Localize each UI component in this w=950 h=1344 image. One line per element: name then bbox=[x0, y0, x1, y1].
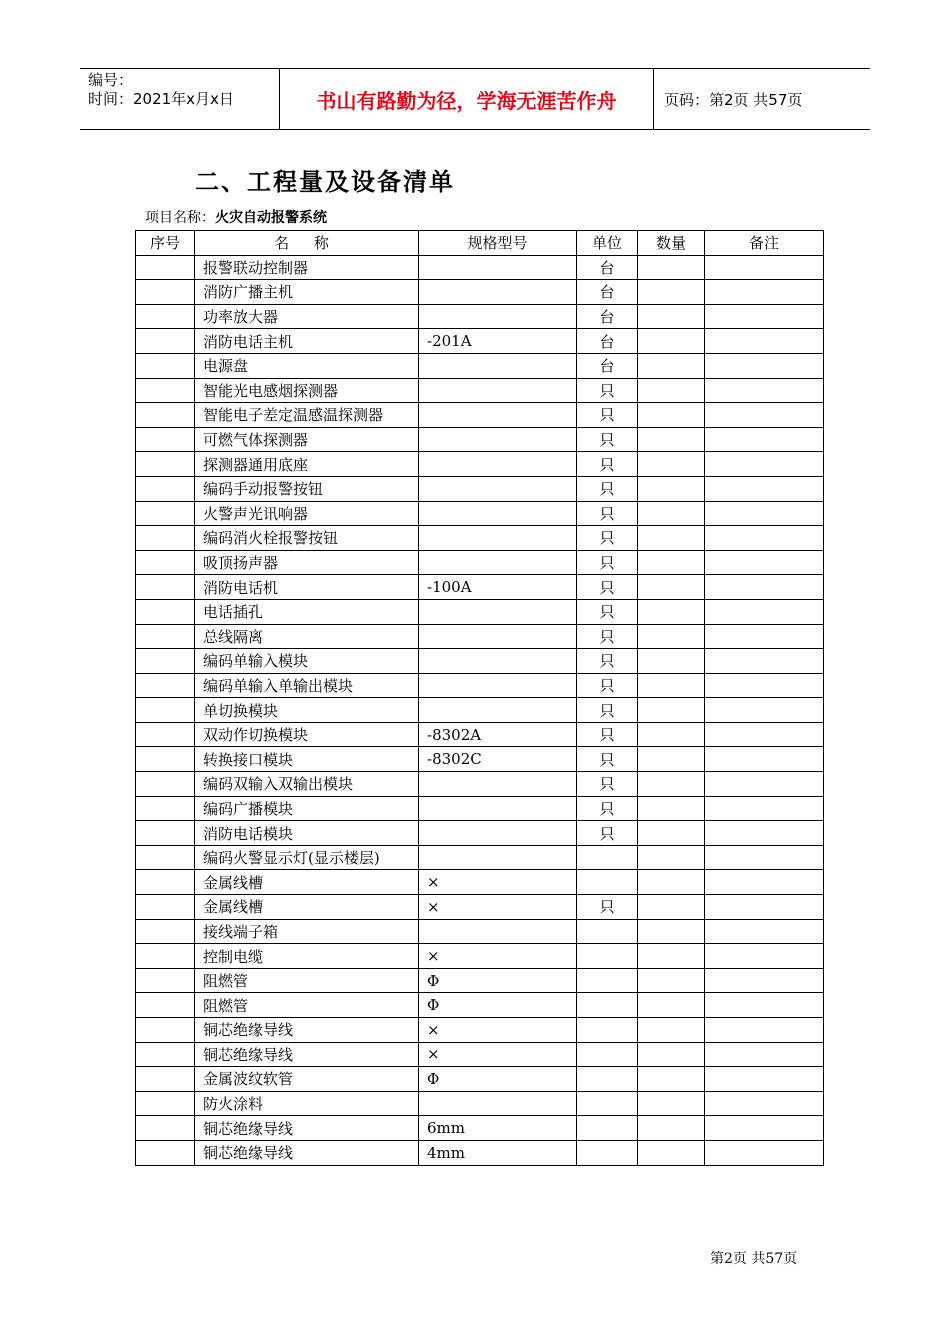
header-page-label: 页码：第2页 共57页 bbox=[664, 90, 803, 109]
cell-spec bbox=[419, 378, 577, 403]
cell-name: 双动作切换模块 bbox=[195, 722, 419, 747]
cell-no bbox=[136, 895, 195, 920]
cell-qty bbox=[638, 895, 705, 920]
col-header-name: 名 称 bbox=[195, 231, 419, 256]
cell-note bbox=[705, 845, 824, 870]
cell-unit bbox=[577, 1091, 638, 1116]
cell-note bbox=[705, 378, 824, 403]
cell-note bbox=[705, 476, 824, 501]
cell-name: 铜芯绝缘导线 bbox=[195, 1116, 419, 1141]
cell-unit: 只 bbox=[577, 624, 638, 649]
cell-unit: 只 bbox=[577, 452, 638, 477]
cell-qty bbox=[638, 747, 705, 772]
cell-qty bbox=[638, 698, 705, 723]
cell-no bbox=[136, 599, 195, 624]
number-label: 编号： bbox=[88, 71, 134, 89]
cell-qty bbox=[638, 378, 705, 403]
cell-qty bbox=[638, 255, 705, 280]
cell-name: 阻燃管 bbox=[195, 993, 419, 1018]
cell-unit: 只 bbox=[577, 526, 638, 551]
table-row bbox=[136, 501, 824, 526]
cell-note bbox=[705, 403, 824, 428]
cell-note bbox=[705, 747, 824, 772]
table-row bbox=[136, 255, 824, 280]
cell-spec: 4mm bbox=[419, 1140, 577, 1165]
table-row bbox=[136, 1116, 824, 1141]
cell-no bbox=[136, 624, 195, 649]
cell-qty bbox=[638, 944, 705, 969]
table-row bbox=[136, 772, 824, 797]
time-label: 时间：2021年x月x日 bbox=[88, 90, 234, 108]
cell-unit: 只 bbox=[577, 378, 638, 403]
cell-spec bbox=[419, 403, 577, 428]
cell-name: 探测器通用底座 bbox=[195, 452, 419, 477]
cell-name: 编码手动报警按钮 bbox=[195, 476, 419, 501]
cell-name: 接线端子箱 bbox=[195, 919, 419, 944]
cell-name: 电源盘 bbox=[195, 353, 419, 378]
cell-qty bbox=[638, 993, 705, 1018]
cell-unit: 只 bbox=[577, 476, 638, 501]
cell-spec: -100A bbox=[419, 575, 577, 600]
cell-qty bbox=[638, 304, 705, 329]
project-value: 火灾自动报警系统 bbox=[215, 210, 327, 226]
cell-no bbox=[136, 403, 195, 428]
cell-no bbox=[136, 649, 195, 674]
cell-spec: Φ bbox=[419, 993, 577, 1018]
cell-qty bbox=[638, 476, 705, 501]
cell-no bbox=[136, 1042, 195, 1067]
cell-spec bbox=[419, 845, 577, 870]
cell-no bbox=[136, 476, 195, 501]
cell-no bbox=[136, 993, 195, 1018]
table-row bbox=[136, 452, 824, 477]
cell-unit: 只 bbox=[577, 599, 638, 624]
cell-qty bbox=[638, 329, 705, 354]
cell-spec bbox=[419, 526, 577, 551]
table-row bbox=[136, 821, 824, 846]
cell-unit: 只 bbox=[577, 649, 638, 674]
page-header bbox=[80, 68, 870, 130]
cell-note bbox=[705, 698, 824, 723]
table-row bbox=[136, 1140, 824, 1165]
cell-unit: 只 bbox=[577, 403, 638, 428]
cell-unit bbox=[577, 919, 638, 944]
cell-unit bbox=[577, 1018, 638, 1043]
cell-spec bbox=[419, 624, 577, 649]
cell-qty bbox=[638, 280, 705, 305]
cell-name: 消防电话机 bbox=[195, 575, 419, 600]
cell-qty bbox=[638, 501, 705, 526]
table-row bbox=[136, 329, 824, 354]
header-motto: 书山有路勤为径，学海无涯苦作舟 bbox=[280, 69, 654, 129]
cell-unit: 只 bbox=[577, 575, 638, 600]
cell-qty bbox=[638, 353, 705, 378]
cell-spec bbox=[419, 427, 577, 452]
cell-no bbox=[136, 944, 195, 969]
cell-unit: 台 bbox=[577, 280, 638, 305]
cell-spec bbox=[419, 698, 577, 723]
cell-spec bbox=[419, 796, 577, 821]
cell-qty bbox=[638, 526, 705, 551]
cell-name: 编码广播模块 bbox=[195, 796, 419, 821]
cell-qty bbox=[638, 1140, 705, 1165]
cell-no bbox=[136, 821, 195, 846]
cell-unit: 只 bbox=[577, 772, 638, 797]
cell-qty bbox=[638, 919, 705, 944]
page-title: 二、工程量及设备清单 bbox=[195, 168, 455, 196]
cell-name: 编码单输入单输出模块 bbox=[195, 673, 419, 698]
cell-name: 总线隔离 bbox=[195, 624, 419, 649]
table-row bbox=[136, 304, 824, 329]
table-row bbox=[136, 427, 824, 452]
table-row bbox=[136, 378, 824, 403]
cell-unit: 只 bbox=[577, 550, 638, 575]
cell-note bbox=[705, 575, 824, 600]
table-row bbox=[136, 895, 824, 920]
table-row bbox=[136, 476, 824, 501]
cell-unit: 只 bbox=[577, 895, 638, 920]
cell-qty bbox=[638, 845, 705, 870]
table-row bbox=[136, 1067, 824, 1092]
cell-no bbox=[136, 870, 195, 895]
cell-unit: 台 bbox=[577, 304, 638, 329]
cell-name: 金属线槽 bbox=[195, 870, 419, 895]
cell-no bbox=[136, 919, 195, 944]
table-row bbox=[136, 649, 824, 674]
cell-spec bbox=[419, 772, 577, 797]
cell-spec bbox=[419, 353, 577, 378]
cell-unit: 台 bbox=[577, 255, 638, 280]
table-row bbox=[136, 993, 824, 1018]
cell-name: 智能电子差定温感温探测器 bbox=[195, 403, 419, 428]
cell-qty bbox=[638, 1116, 705, 1141]
cell-name: 铜芯绝缘导线 bbox=[195, 1042, 419, 1067]
cell-name: 可燃气体探测器 bbox=[195, 427, 419, 452]
col-header-note: 备注 bbox=[705, 231, 824, 256]
table-row bbox=[136, 550, 824, 575]
cell-qty bbox=[638, 624, 705, 649]
cell-spec bbox=[419, 501, 577, 526]
cell-no bbox=[136, 796, 195, 821]
cell-spec bbox=[419, 304, 577, 329]
col-header-qty: 数量 bbox=[638, 231, 705, 256]
col-header-unit: 单位 bbox=[577, 231, 638, 256]
cell-spec bbox=[419, 673, 577, 698]
cell-note bbox=[705, 501, 824, 526]
cell-spec: × bbox=[419, 1018, 577, 1043]
table-row bbox=[136, 747, 824, 772]
cell-note bbox=[705, 1140, 824, 1165]
cell-note bbox=[705, 649, 824, 674]
cell-name: 单切换模块 bbox=[195, 698, 419, 723]
cell-unit bbox=[577, 845, 638, 870]
cell-note bbox=[705, 1116, 824, 1141]
cell-name: 防火涂料 bbox=[195, 1091, 419, 1116]
cell-unit bbox=[577, 1067, 638, 1092]
cell-unit: 台 bbox=[577, 353, 638, 378]
cell-unit bbox=[577, 993, 638, 1018]
table-row bbox=[136, 698, 824, 723]
cell-spec: × bbox=[419, 870, 577, 895]
cell-spec bbox=[419, 280, 577, 305]
cell-name: 功率放大器 bbox=[195, 304, 419, 329]
cell-spec: 6mm bbox=[419, 1116, 577, 1141]
cell-unit: 只 bbox=[577, 427, 638, 452]
cell-note bbox=[705, 1042, 824, 1067]
table-row bbox=[136, 1091, 824, 1116]
cell-unit bbox=[577, 1042, 638, 1067]
cell-note bbox=[705, 895, 824, 920]
cell-spec bbox=[419, 550, 577, 575]
cell-unit: 只 bbox=[577, 722, 638, 747]
table-row bbox=[136, 919, 824, 944]
cell-spec: -8302A bbox=[419, 722, 577, 747]
cell-name: 消防电话主机 bbox=[195, 329, 419, 354]
cell-note bbox=[705, 452, 824, 477]
table-row bbox=[136, 1042, 824, 1067]
cell-spec bbox=[419, 919, 577, 944]
cell-qty bbox=[638, 599, 705, 624]
table-row bbox=[136, 796, 824, 821]
cell-name: 火警声光讯响器 bbox=[195, 501, 419, 526]
cell-no bbox=[136, 698, 195, 723]
col-header-no: 序号 bbox=[136, 231, 195, 256]
cell-no bbox=[136, 845, 195, 870]
cell-no bbox=[136, 722, 195, 747]
cell-no bbox=[136, 353, 195, 378]
cell-no bbox=[136, 255, 195, 280]
cell-no bbox=[136, 329, 195, 354]
cell-note bbox=[705, 255, 824, 280]
cell-name: 编码双输入双输出模块 bbox=[195, 772, 419, 797]
cell-name: 金属波纹软管 bbox=[195, 1067, 419, 1092]
cell-unit bbox=[577, 1116, 638, 1141]
cell-no bbox=[136, 1067, 195, 1092]
table-row bbox=[136, 526, 824, 551]
cell-note bbox=[705, 1067, 824, 1092]
cell-unit: 只 bbox=[577, 673, 638, 698]
cell-name: 阻燃管 bbox=[195, 968, 419, 993]
page-footer: 第2页 共57页 bbox=[710, 1251, 798, 1267]
table-row bbox=[136, 599, 824, 624]
cell-name: 转换接口模块 bbox=[195, 747, 419, 772]
table-row bbox=[136, 1018, 824, 1043]
cell-qty bbox=[638, 796, 705, 821]
cell-note bbox=[705, 722, 824, 747]
cell-no bbox=[136, 968, 195, 993]
cell-qty bbox=[638, 403, 705, 428]
cell-unit: 台 bbox=[577, 329, 638, 354]
cell-note bbox=[705, 772, 824, 797]
cell-qty bbox=[638, 968, 705, 993]
cell-no bbox=[136, 772, 195, 797]
cell-note bbox=[705, 870, 824, 895]
cell-name: 消防电话模块 bbox=[195, 821, 419, 846]
cell-no bbox=[136, 673, 195, 698]
cell-spec: -8302C bbox=[419, 747, 577, 772]
cell-note bbox=[705, 329, 824, 354]
cell-no bbox=[136, 550, 195, 575]
cell-note bbox=[705, 550, 824, 575]
cell-no bbox=[136, 1091, 195, 1116]
cell-qty bbox=[638, 575, 705, 600]
cell-name: 铜芯绝缘导线 bbox=[195, 1140, 419, 1165]
cell-note bbox=[705, 968, 824, 993]
cell-qty bbox=[638, 1042, 705, 1067]
header-meta bbox=[80, 69, 280, 129]
cell-no bbox=[136, 378, 195, 403]
table-row bbox=[136, 968, 824, 993]
cell-note bbox=[705, 796, 824, 821]
cell-spec: Φ bbox=[419, 968, 577, 993]
cell-spec: × bbox=[419, 944, 577, 969]
cell-note bbox=[705, 1018, 824, 1043]
cell-spec bbox=[419, 821, 577, 846]
table-row bbox=[136, 673, 824, 698]
cell-qty bbox=[638, 821, 705, 846]
table-row bbox=[136, 624, 824, 649]
cell-spec: × bbox=[419, 1042, 577, 1067]
cell-name: 电话插孔 bbox=[195, 599, 419, 624]
table-row bbox=[136, 944, 824, 969]
cell-qty bbox=[638, 427, 705, 452]
cell-unit: 只 bbox=[577, 747, 638, 772]
cell-qty bbox=[638, 452, 705, 477]
table-row bbox=[136, 870, 824, 895]
cell-note bbox=[705, 993, 824, 1018]
cell-unit: 只 bbox=[577, 821, 638, 846]
cell-note bbox=[705, 280, 824, 305]
cell-no bbox=[136, 1116, 195, 1141]
cell-name: 控制电缆 bbox=[195, 944, 419, 969]
project-label: 项目名称： bbox=[145, 210, 215, 226]
cell-qty bbox=[638, 772, 705, 797]
cell-no bbox=[136, 304, 195, 329]
cell-unit bbox=[577, 1140, 638, 1165]
cell-qty bbox=[638, 649, 705, 674]
cell-no bbox=[136, 526, 195, 551]
table-header-row bbox=[136, 231, 824, 256]
cell-name: 吸顶扬声器 bbox=[195, 550, 419, 575]
cell-qty bbox=[638, 722, 705, 747]
equipment-table bbox=[135, 230, 824, 1166]
cell-note bbox=[705, 673, 824, 698]
cell-note bbox=[705, 599, 824, 624]
cell-no bbox=[136, 1140, 195, 1165]
cell-spec bbox=[419, 599, 577, 624]
cell-spec bbox=[419, 255, 577, 280]
cell-unit bbox=[577, 944, 638, 969]
cell-note bbox=[705, 919, 824, 944]
cell-spec bbox=[419, 452, 577, 477]
cell-no bbox=[136, 747, 195, 772]
cell-note bbox=[705, 304, 824, 329]
cell-name: 编码火警显示灯(显示楼层) bbox=[195, 845, 419, 870]
cell-note bbox=[705, 944, 824, 969]
cell-name: 消防广播主机 bbox=[195, 280, 419, 305]
cell-unit bbox=[577, 870, 638, 895]
cell-note bbox=[705, 526, 824, 551]
cell-qty bbox=[638, 1091, 705, 1116]
cell-no bbox=[136, 575, 195, 600]
cell-qty bbox=[638, 1067, 705, 1092]
cell-qty bbox=[638, 550, 705, 575]
cell-spec bbox=[419, 476, 577, 501]
cell-no bbox=[136, 1018, 195, 1043]
cell-note bbox=[705, 1091, 824, 1116]
cell-no bbox=[136, 280, 195, 305]
cell-unit: 只 bbox=[577, 501, 638, 526]
cell-spec bbox=[419, 649, 577, 674]
cell-no bbox=[136, 452, 195, 477]
cell-qty bbox=[638, 870, 705, 895]
table-row bbox=[136, 845, 824, 870]
table-row bbox=[136, 403, 824, 428]
table-row bbox=[136, 575, 824, 600]
cell-name: 铜芯绝缘导线 bbox=[195, 1018, 419, 1043]
cell-note bbox=[705, 427, 824, 452]
cell-qty bbox=[638, 673, 705, 698]
table-row bbox=[136, 280, 824, 305]
cell-note bbox=[705, 821, 824, 846]
cell-name: 编码单输入模块 bbox=[195, 649, 419, 674]
col-header-spec: 规格型号 bbox=[419, 231, 577, 256]
cell-spec: -201A bbox=[419, 329, 577, 354]
cell-note bbox=[705, 353, 824, 378]
cell-name: 编码消火栓报警按钮 bbox=[195, 526, 419, 551]
cell-qty bbox=[638, 1018, 705, 1043]
cell-spec: Φ bbox=[419, 1067, 577, 1092]
cell-no bbox=[136, 501, 195, 526]
table-row bbox=[136, 722, 824, 747]
cell-note bbox=[705, 624, 824, 649]
cell-name: 报警联动控制器 bbox=[195, 255, 419, 280]
cell-unit: 只 bbox=[577, 796, 638, 821]
table-row bbox=[136, 353, 824, 378]
cell-no bbox=[136, 427, 195, 452]
cell-spec bbox=[419, 1091, 577, 1116]
cell-name: 金属线槽 bbox=[195, 895, 419, 920]
cell-unit: 只 bbox=[577, 698, 638, 723]
cell-name: 智能光电感烟探测器 bbox=[195, 378, 419, 403]
cell-spec: × bbox=[419, 895, 577, 920]
cell-unit bbox=[577, 968, 638, 993]
project-line bbox=[145, 207, 327, 227]
